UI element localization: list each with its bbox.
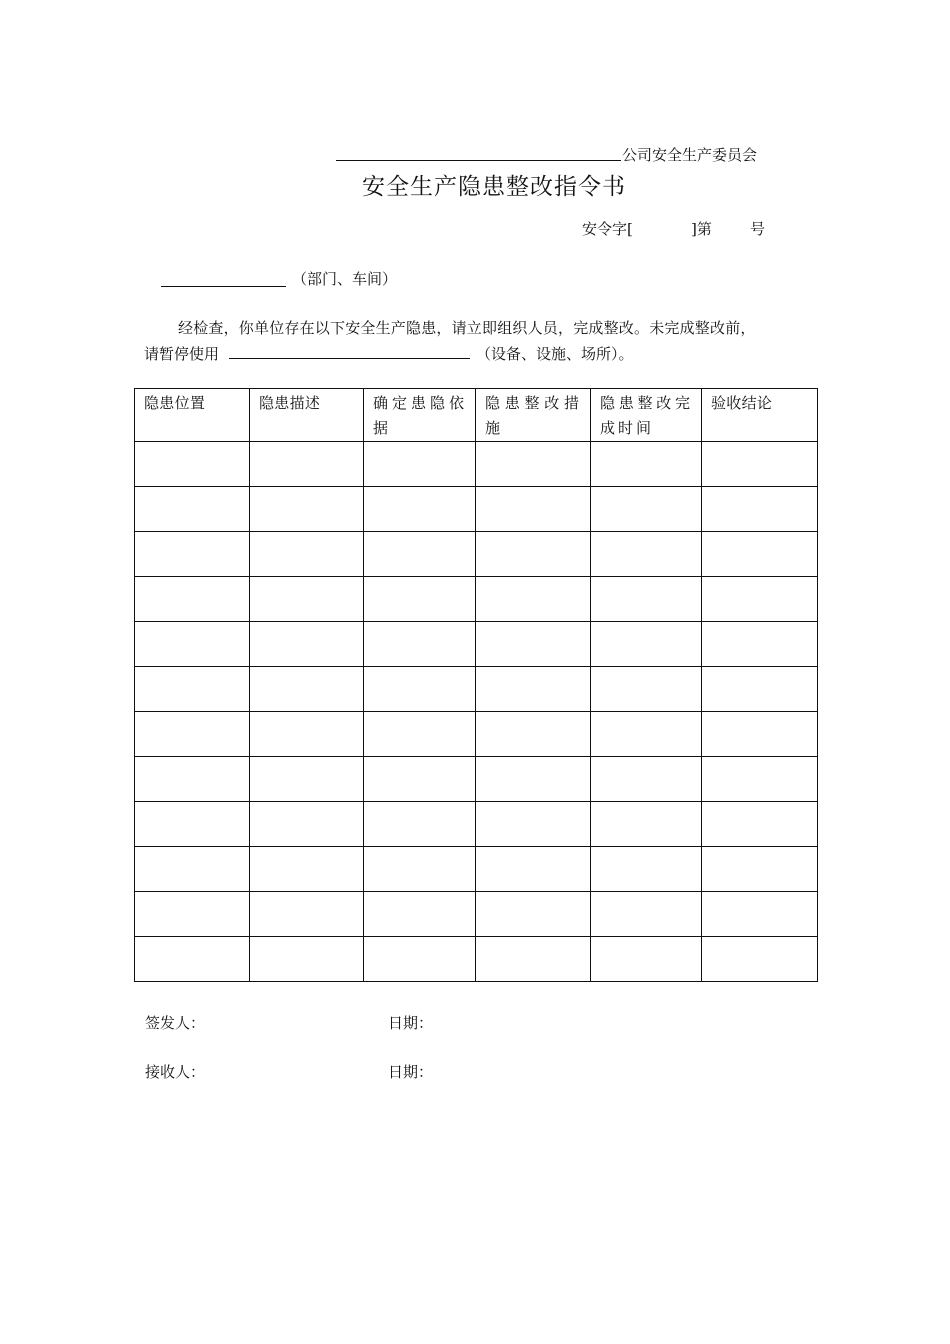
table-cell[interactable] [364,532,476,577]
table-cell[interactable] [135,892,250,937]
table-cell[interactable] [135,622,250,667]
notice-line-2-suffix: （设备、设施、场所）。 [476,345,634,363]
table-cell[interactable] [135,442,250,487]
column-header-basis: 确定患隐依据 [364,389,476,442]
table-cell[interactable] [364,937,476,982]
table-row [135,937,818,982]
table-cell[interactable] [591,442,702,487]
table-cell[interactable] [702,937,818,982]
table-cell[interactable] [135,577,250,622]
table-cell[interactable] [364,667,476,712]
department-label: （部门、车间） [292,270,398,288]
table-cell[interactable] [702,577,818,622]
table-cell[interactable] [364,712,476,757]
table-cell[interactable] [702,622,818,667]
table-cell[interactable] [250,667,364,712]
company-name-blank[interactable] [336,160,621,161]
table-cell[interactable] [591,937,702,982]
table-cell[interactable] [591,892,702,937]
order-ref-prefix: 安令字[ [582,220,633,238]
table-cell[interactable] [250,937,364,982]
table-body [135,442,818,982]
column-header-completion-time: 隐患整改完成时间 [591,389,702,442]
table-cell[interactable] [135,937,250,982]
table-cell[interactable] [250,757,364,802]
company-suffix: 公司安全生产委员会 [622,146,758,164]
column-header-hazard-location: 隐患位置 [135,389,250,442]
column-header-rectification-measures: 隐患整改措施 [476,389,591,442]
table-row [135,442,818,487]
issuer-label: 签发人： [145,1014,206,1032]
table-cell[interactable] [250,442,364,487]
table-cell[interactable] [702,892,818,937]
table-row [135,892,818,937]
table-cell[interactable] [250,712,364,757]
table-cell[interactable] [702,532,818,577]
table-cell[interactable] [591,712,702,757]
table-row [135,487,818,532]
table-cell[interactable] [364,847,476,892]
table-cell[interactable] [250,847,364,892]
table-cell[interactable] [364,757,476,802]
table-cell[interactable] [591,667,702,712]
table-cell[interactable] [476,847,591,892]
table-cell[interactable] [476,667,591,712]
table-cell[interactable] [702,487,818,532]
table-cell[interactable] [591,487,702,532]
table-cell[interactable] [135,757,250,802]
table-cell[interactable] [476,757,591,802]
table-cell[interactable] [135,712,250,757]
table-row [135,667,818,712]
table-cell[interactable] [135,487,250,532]
equipment-blank[interactable] [229,358,470,359]
table-cell[interactable] [135,667,250,712]
issuer-date-label: 日期： [388,1014,434,1032]
table-cell[interactable] [364,892,476,937]
table-cell[interactable] [476,442,591,487]
table-cell[interactable] [591,622,702,667]
table-cell[interactable] [250,802,364,847]
table-row [135,532,818,577]
table-cell[interactable] [702,667,818,712]
table-cell[interactable] [476,487,591,532]
receiver-label: 接收人： [145,1063,206,1081]
table-cell[interactable] [591,757,702,802]
department-blank[interactable] [161,286,286,287]
table-cell[interactable] [135,847,250,892]
table-cell[interactable] [250,577,364,622]
order-ref-suffix: 号 [750,220,766,238]
table-cell[interactable] [702,757,818,802]
table-row [135,622,818,667]
table-cell[interactable] [364,802,476,847]
notice-line-1: 经检查，你单位存在以下安全生产隐患，请立即组织人员，完成整改。未完成整改前， [178,319,756,337]
table-cell[interactable] [364,577,476,622]
table-cell[interactable] [591,577,702,622]
table-cell[interactable] [135,802,250,847]
table-cell[interactable] [135,532,250,577]
hazard-table [134,388,818,982]
table-cell[interactable] [591,847,702,892]
table-cell[interactable] [364,487,476,532]
table-cell[interactable] [250,532,364,577]
table-row [135,802,818,847]
table-cell[interactable] [250,892,364,937]
table-cell[interactable] [591,532,702,577]
order-ref-middle: ]第 [691,220,712,238]
table-cell[interactable] [476,577,591,622]
table-cell[interactable] [476,712,591,757]
table-header-row [135,389,818,442]
table-cell[interactable] [702,712,818,757]
table-cell[interactable] [476,532,591,577]
document-title: 安全生产隐患整改指令书 [362,174,626,200]
table-cell[interactable] [364,622,476,667]
table-cell[interactable] [476,892,591,937]
table-row [135,757,818,802]
receiver-date-label: 日期： [388,1063,434,1081]
table-cell[interactable] [250,622,364,667]
table-cell[interactable] [591,802,702,847]
table-cell[interactable] [476,802,591,847]
table-row [135,577,818,622]
table-cell[interactable] [364,442,476,487]
table-row [135,712,818,757]
table-cell[interactable] [702,442,818,487]
notice-line-2-prefix: 请暂停使用 [144,345,220,363]
table-cell[interactable] [250,487,364,532]
table-cell[interactable] [702,847,818,892]
table-cell[interactable] [476,937,591,982]
table-cell[interactable] [702,802,818,847]
table-cell[interactable] [476,622,591,667]
column-header-hazard-description: 隐患描述 [250,389,364,442]
table-row [135,847,818,892]
column-header-acceptance-conclusion: 验收结论 [702,389,818,442]
